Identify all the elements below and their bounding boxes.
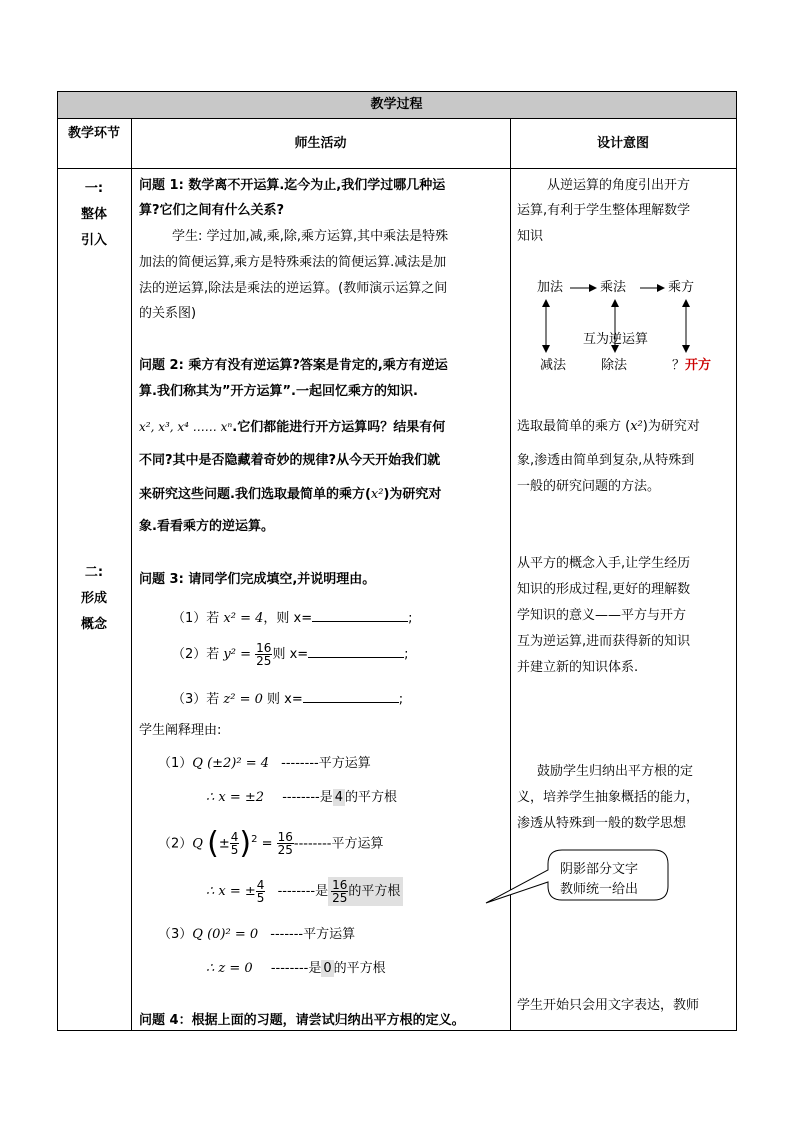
intent-p2a: 选取最简单的乘方 ( [517, 419, 631, 434]
fraction-numerator: 16 [332, 878, 348, 892]
fill-1-blank[interactable] [312, 607, 408, 622]
intent-p1: 运算,有利于学生整体理解数学 [517, 203, 691, 218]
fraction-denominator: 25 [277, 843, 293, 858]
fill-2-eq: y² = [223, 647, 252, 662]
r2-tail: 的平方根 [348, 884, 401, 899]
r3-tail: 的平方根 [333, 961, 386, 976]
s1-line: 加法的简便运算,乘方是特殊乘法的简便运算.减法是加 [139, 255, 447, 270]
intent-p4: 鼓励学生归纳出平方根的定 [537, 764, 694, 779]
stage-1-line: 整体 [80, 207, 107, 222]
fill-2-blank[interactable] [308, 643, 404, 658]
intent-p3: 学知识的意义——平方与开方 [517, 608, 687, 623]
r1-tail: 的平方根 [345, 790, 398, 805]
r3-label: （3） [158, 927, 193, 942]
r2-label: （2） [158, 836, 193, 852]
fraction-numerator: 4 [230, 830, 239, 845]
q1-text: 数学离不开运算.迄今为止,我们学过哪几种运 [188, 178, 446, 193]
fill-1 [172, 607, 413, 628]
q2-line2: 算.我们称其为”开方运算”.一起回忆乘方的知识. [139, 384, 418, 399]
fill-1-prefix: （1）若 [172, 611, 220, 626]
header-activity: 师生活动 [294, 136, 347, 151]
r2-eq: = [261, 836, 273, 852]
r2-conc-fraction [256, 879, 266, 904]
q2-line5 [139, 486, 441, 504]
q2-text5a: 来研究这些问题.我们选取最简单的乘方( [139, 487, 371, 502]
fill-3-prefix: （3）若 [172, 692, 220, 707]
r1-conc-eq: ∴ x = ±2 [206, 790, 265, 805]
stage-2-num: 二: [84, 565, 104, 580]
fill-1-semicolon: ; [408, 611, 413, 626]
q2-sq: x² [370, 487, 384, 502]
q2-line3 [139, 418, 445, 437]
intent-p2b: )为研究对 [642, 419, 700, 434]
s1-line: 的关系图) [139, 306, 197, 321]
reason-label: 学生阐释理由: [139, 723, 222, 738]
fill-3-blank[interactable] [303, 688, 399, 703]
r2-fraction [230, 831, 240, 856]
q3-text: 请同学们完成填空,并说明理由。 [188, 572, 376, 587]
q2-text3: .它们都能进行开方运算吗？结果有何 [232, 420, 446, 435]
r1-conc [206, 789, 397, 807]
intent-p3: 互为逆运算,进而获得新的知识 [517, 634, 691, 649]
r2-dash: --------平方运算 [293, 836, 384, 852]
r2-line: （2）Q (± $\frac{4}{5}$ )$^2$ = $\frac{16}{25}$ --------平方运算 [158, 825, 384, 861]
fraction-numerator: 16 [256, 641, 272, 655]
table-title: 教学过程 [370, 97, 423, 112]
stage-2-line: 形成 [80, 591, 107, 606]
grid-line [57, 1030, 737, 1031]
fraction-denominator: 25 [332, 891, 348, 905]
diagram-sub: 减法 [540, 358, 567, 373]
grid-line [736, 91, 737, 1031]
diagram-div: 除法 [601, 358, 628, 373]
r2-shade [328, 877, 403, 906]
diagram-red: 开方 [685, 358, 712, 373]
diagram-pow: 乘方 [668, 280, 695, 295]
r1-eq: Q (±2)² = 4 [192, 756, 270, 771]
intent-p4: 渗透从特殊到一般的数学思想 [517, 816, 687, 831]
header-intent: 设计意图 [596, 136, 649, 151]
q4-line [139, 1012, 465, 1030]
grid-line [57, 91, 737, 92]
diagram-mutual: 互为逆运算 [583, 332, 649, 347]
fill-2-suffix: 则 x= [272, 647, 309, 662]
intent-p2sq: x² [630, 419, 643, 434]
diagram-root [672, 357, 711, 375]
r2-conc-eq: ∴ x = ± [206, 884, 256, 899]
r1-dash: --------平方运算 [281, 756, 371, 771]
fill-1-eq: x² = 4 [223, 611, 264, 626]
r2-dash2: --------是 [277, 884, 329, 899]
stage-1-line: 引入 [80, 233, 107, 248]
q2-line1 [139, 357, 448, 375]
r3-dash: -------平方运算 [270, 927, 356, 942]
diagram-question: ？ [672, 358, 686, 373]
r3-shade: 0 [323, 961, 332, 976]
r2-q: Q [192, 836, 203, 852]
r2-sq: 2 [251, 834, 258, 845]
grid-line [57, 118, 737, 119]
fill-3-suffix: 则 x= [262, 692, 303, 707]
r3-line [158, 926, 355, 944]
grid-line [57, 168, 737, 169]
intent-p3: 知识的形成过程,更好的理解数 [517, 582, 691, 597]
fill-3-semicolon: ; [398, 692, 404, 707]
header-stage: 教学环节 [67, 126, 120, 141]
r3-dash2: --------是 [270, 961, 322, 976]
q4-text: 根据上面的习题，请尝试归纳出平方根的定义。 [191, 1013, 465, 1028]
intent-p2: 象,渗透由简单到复杂,从特殊到 [517, 453, 695, 468]
intent-p1: 知识 [517, 229, 544, 244]
r3-conc-eq: ∴ z = 0 [206, 961, 253, 976]
q2-line4: 不同?其中是否隐藏着奇妙的规律?从今天开始我们就 [139, 453, 441, 468]
r1-line [158, 755, 371, 773]
r2-pm: ± [218, 836, 230, 852]
diagram-add: 加法 [537, 280, 564, 295]
r2-conc [206, 872, 403, 912]
fraction-numerator: 16 [277, 830, 293, 845]
fraction-denominator: 5 [230, 843, 239, 858]
r1-label: （1） [158, 756, 193, 771]
fill-3 [172, 688, 403, 709]
intent-p5: 学生开始只会用文字表达，教师 [517, 998, 700, 1013]
intent-p3: 并建立新的知识体系. [517, 660, 639, 675]
callout-line: 阴影部分文字 [560, 862, 639, 877]
intent-p2-line [517, 418, 700, 436]
q3-line [139, 571, 375, 589]
intent-p1: 从逆运算的角度引出开方 [547, 178, 691, 193]
s1-line: 法的逆运算,除法是乘法的逆运算。(教师演示运算之间 [139, 281, 448, 296]
stage-2-line: 概念 [80, 617, 107, 632]
callout-line: 教师统一给出 [560, 882, 639, 897]
fraction-denominator: 25 [256, 654, 272, 668]
q2-text5b: )为研究对 [383, 487, 442, 502]
fraction-numerator: 4 [256, 878, 265, 892]
q3-label: 问题 3: [139, 572, 184, 587]
fill-2-prefix: （2）若 [172, 647, 220, 662]
intent-p2: 一般的研究问题的方法。 [517, 479, 661, 494]
grid-line [131, 118, 132, 1031]
fill-3-eq: z² = 0 [223, 692, 263, 707]
q2-powers: x², x³, x⁴ …… xⁿ [139, 420, 233, 434]
q1-line1 [139, 177, 445, 195]
r3-conc [206, 960, 386, 978]
fraction-denominator: 5 [256, 891, 265, 905]
q2-label: 问题 2: [139, 358, 184, 373]
q1-line2: 算?它们之间有什么关系? [139, 203, 285, 218]
q1-label: 问题 1: [139, 178, 184, 193]
q2-line6: 象.看看乘方的逆运算。 [139, 519, 274, 534]
diagram-mul: 乘法 [600, 280, 627, 295]
q4-label: 问题 4： [139, 1013, 192, 1028]
r1-shade: 4 [334, 790, 344, 805]
fill-1-suffix: ，则 x= [263, 611, 313, 626]
r2-result-fraction [277, 831, 294, 856]
fill-2 [172, 642, 409, 668]
fill-2-fraction [255, 642, 272, 667]
stage-1-num: 一: [84, 181, 104, 196]
r1-dash2: --------是 [282, 790, 333, 805]
intent-p4: 义，培养学生抽象概括的能力， [517, 790, 700, 805]
intent-p3: 从平方的概念入手,让学生经历 [517, 556, 691, 571]
fill-2-semicolon: ; [404, 647, 409, 662]
stage-1 [57, 176, 131, 254]
r3-eq: Q (0)² = 0 [192, 927, 259, 942]
stage-2 [57, 560, 131, 638]
s1-line: 学生: 学过加,减,乘,除,乘方运算,其中乘法是特殊 [172, 229, 449, 244]
q2-text: 乘方有没有逆运算?答案是肯定的,乘方有逆运 [188, 358, 448, 373]
